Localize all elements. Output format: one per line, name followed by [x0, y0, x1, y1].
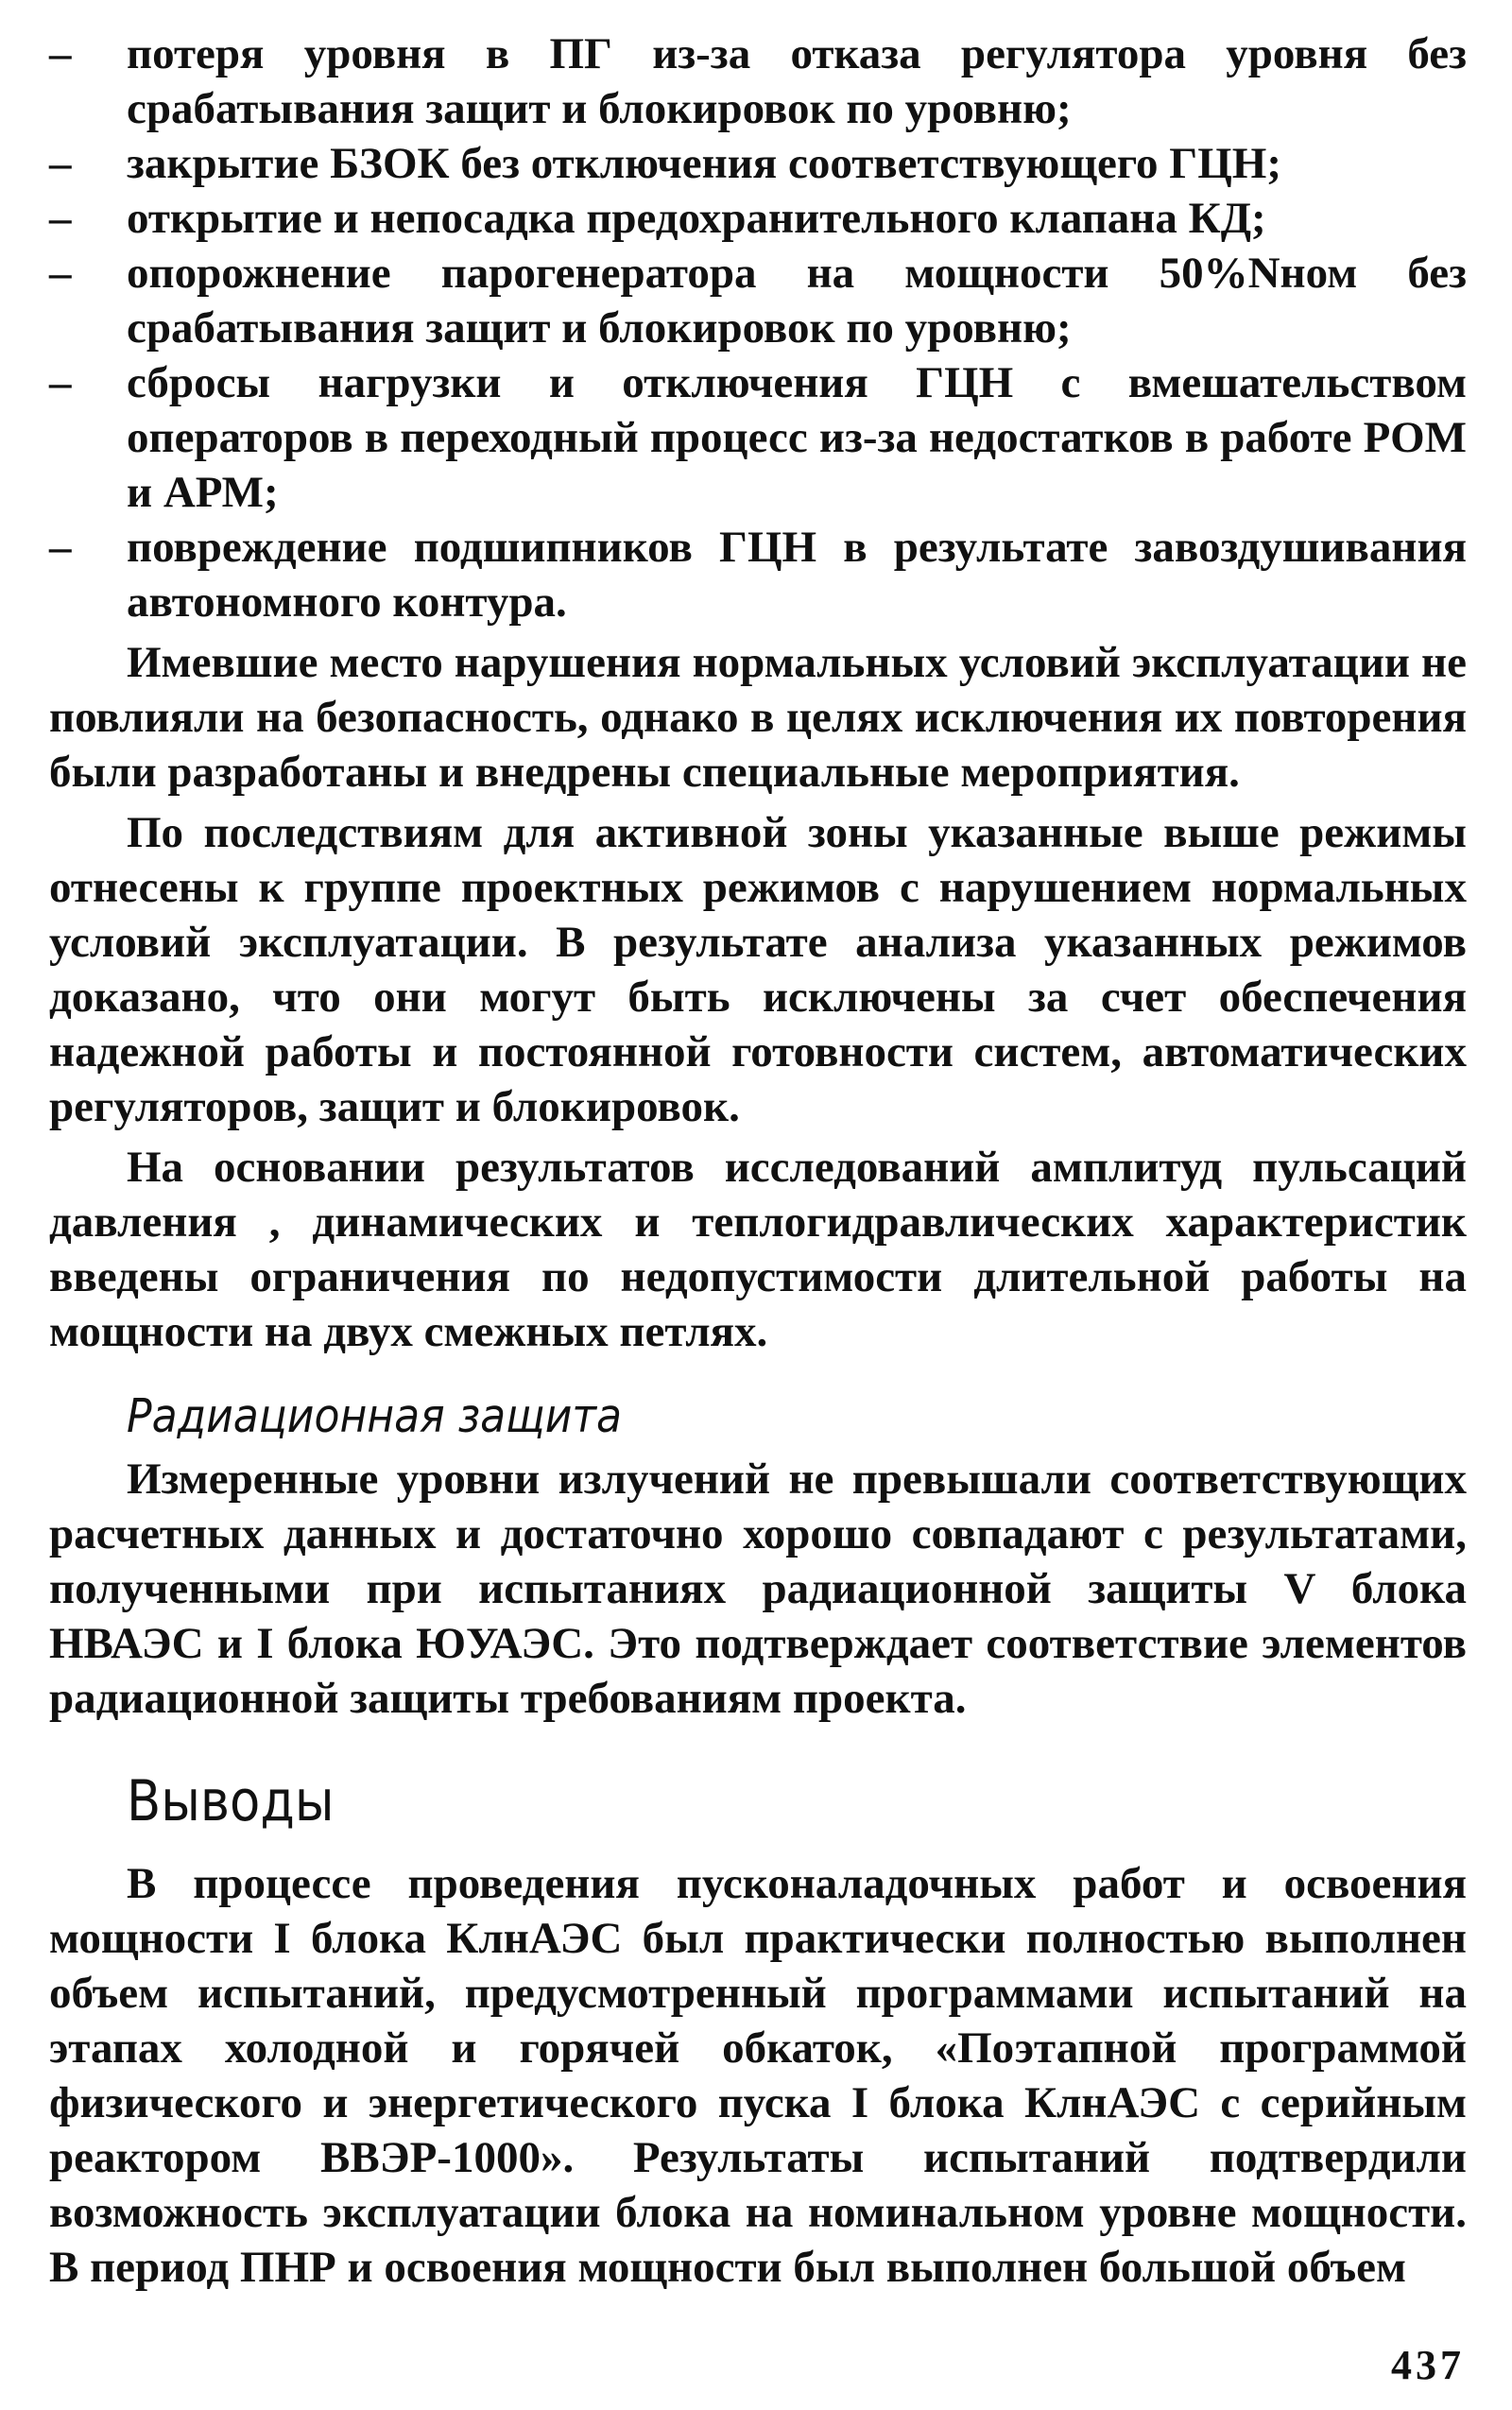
list-item-text: сбросы нагрузки и отключения ГЦН с вмешательством операторов в переходный процесс из-за недостатков в работе РОМ и АРМ;	[127, 358, 1467, 517]
page-body	[49, 26, 1467, 2295]
list-item-text: закрытие БЗОК без отключения соответствующего ГЦН;	[127, 139, 1281, 188]
list-item	[49, 246, 1467, 355]
bullet-dash: –	[49, 523, 72, 572]
bullet-dash: –	[49, 194, 72, 243]
list-item	[49, 520, 1467, 629]
list-item-text: опорожнение парогенератора на мощности 50%Nном без срабатывания защит и блокировок по уровню;	[127, 249, 1467, 353]
list-item	[49, 136, 1467, 191]
section-heading-conclusions: Выводы	[127, 1768, 335, 1834]
paragraph-conclusions: В процессе проведения пусконаладочных работ и освоения мощности I блока КлнАЭС был практически полностью выполнен объем испытаний, предусмотренный программами испытаний на этапах холодной и горячей обкаток, «Поэтапной программой физического и энергетического пуска I блока КлнАЭС с серийным реактором ВВЭР-1000». Результаты испытаний подтвердили возможность эксплуатации блока на номинальном уровне мощности. В период ПНР и освоения мощности был выполнен большой объем	[49, 1859, 1467, 2292]
paragraph-radiation: Измеренные уровни излучений не превышали соответствующих расчетных данных и достаточно хорошо совпадают с результатами, полученными при испытаниях радиационной защиты V блока НВАЭС и I блока ЮУАЭС. Это подтверждает соответствие элементов радиационной защиты требованиям проекта.	[49, 1455, 1467, 1723]
page-number: 437	[1391, 2342, 1465, 2388]
list-item	[49, 191, 1467, 246]
paragraph-consequences: По последствиям для активной зоны указанные выше режимы отнесены к группе проектных режимов с нарушением нормальных условий эксплуатации. В результате анализа указанных режимов доказано, что они могут быть исключены за счет обеспечения надежной работы и постоянной готовности систем, автоматических регуляторов, защит и блокировок.	[49, 808, 1467, 1131]
list-item	[49, 355, 1467, 520]
paragraph-violations: Имевшие место нарушения нормальных условий эксплуатации не повлияли на безопасность, однако в целях исключения их повторения были разработаны и внедрены специальные мероприятия.	[49, 638, 1467, 797]
list-item-text: открытие и непосадка предохранительного клапана КД;	[127, 194, 1266, 243]
list-item-text: повреждение подшипников ГЦН в результате завоздушивания автономного контура.	[127, 523, 1467, 627]
bullet-dash: –	[49, 29, 72, 78]
section-heading-radiation: Радиационная защита	[127, 1389, 623, 1443]
list-item-text: потеря уровня в ПГ из-за отказа регулятора уровня без срабатывания защит и блокировок по уровню;	[127, 29, 1467, 133]
bullet-dash: –	[49, 249, 72, 298]
bullet-list	[49, 26, 1467, 629]
list-item	[49, 26, 1467, 136]
paragraph-restrictions: На основании результатов исследований амплитуд пульсаций давления , динамических и теплогидравлических характеристик введены ограничения по недопустимости длительной работы на мощности на двух смежных петлях.	[49, 1143, 1467, 1356]
bullet-dash: –	[49, 358, 72, 407]
bullet-dash: –	[49, 139, 72, 188]
